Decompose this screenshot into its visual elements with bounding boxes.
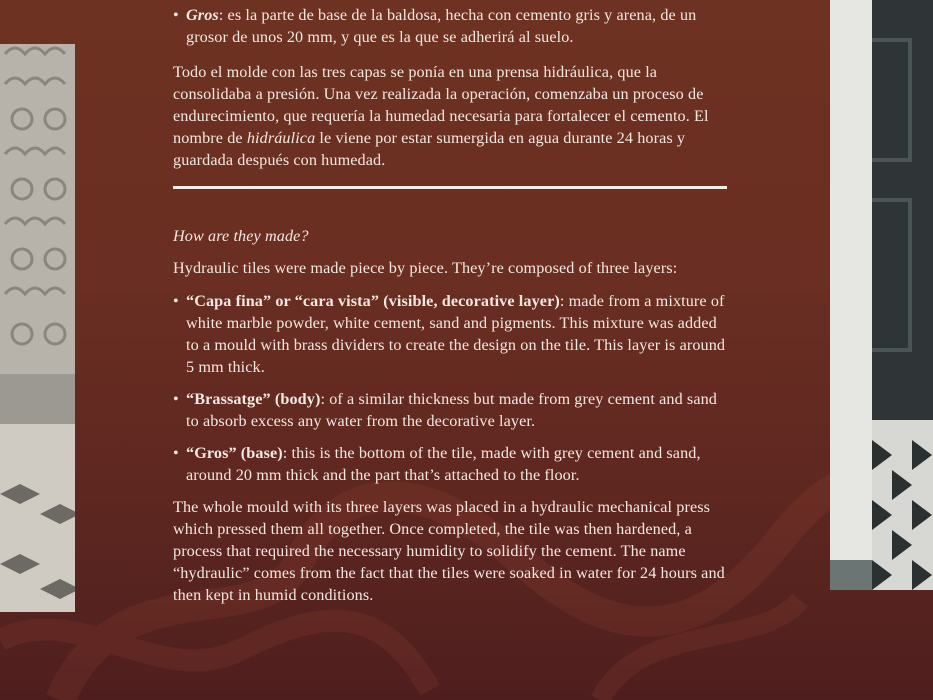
bullet-dot: • (173, 390, 179, 408)
english-bullet-brassatge (173, 388, 733, 432)
section-divider (173, 186, 727, 189)
english-bullet-capa-fina (173, 290, 733, 378)
english-bullet-gros (173, 442, 733, 486)
spanish-gros-text: : es la parte de base de la baldosa, hecha con cemento gris y arena, de un grosor de unos 20 mm, y que es la que se adherirá al suelo. (186, 6, 697, 46)
english-closing-paragraph: The whole mould with its three layers was placed in a hydraulic mechanical press which pressed them all together. Once completed, the tile was then hardened, a process that required the necessary humidity to solidify the cement. The name “hydraulic” comes from the fact that the tiles were soaked in water for 24 hours and then kept in humid conditions. (173, 498, 725, 604)
doorway-tiled-floor-photo (830, 0, 933, 590)
english-heading (173, 225, 733, 247)
english-bullet-text: : made from a mixture of white marble powder, white cement, sand and pigments. This mixture was added to a mould with brass dividers to create the design on the tile. This layer is around 5 mm thick. (186, 292, 726, 376)
spanish-paragraph-part1: Todo el molde con las tres capas se ponía en una prensa hidráulica, que la consolidaba a presión. Una vez realizada la operación, comenzaba un proceso de endurecimiento, que requería la humedad necesaria para fortalecer el cemento. El nombre de (173, 63, 709, 147)
text-panel (173, 0, 733, 606)
spanish-gros-term: Gros (186, 6, 219, 24)
english-bullet-text: : of a similar thickness but made from grey cement and sand to absorb excess any water from the decorative layer. (186, 390, 717, 430)
english-bullet-text: : this is the bottom of the tile, made with grey cement and sand, around 20 mm thick and the part that’s attached to the floor. (186, 444, 701, 484)
spanish-gros-bullet (173, 4, 733, 48)
english-bullet-term: “Capa fina” or “cara vista” (visible, decorative layer) (186, 292, 560, 310)
tile-pattern-graphic (0, 44, 75, 612)
tiled-wall-photo (0, 44, 75, 612)
door-and-floor-graphic (830, 0, 933, 590)
spanish-paragraph-emphasis: hidráulica (246, 129, 316, 147)
bullet-dot: • (173, 292, 179, 310)
spanish-paragraph-part2: le viene por estar sumergida en agua durante 24 horas y guardada después con humedad. (173, 129, 686, 169)
english-bullet-term: “Gros” (base) (186, 444, 283, 462)
spanish-paragraph (173, 61, 733, 171)
english-intro: Hydraulic tiles were made piece by piece. They’re composed of three layers: (173, 259, 678, 277)
bullet-dot: • (173, 444, 179, 462)
bullet-dot: • (173, 6, 179, 24)
english-heading-text: How are they made? (173, 227, 309, 245)
english-bullet-term: “Brassatge” (body) (186, 390, 321, 408)
